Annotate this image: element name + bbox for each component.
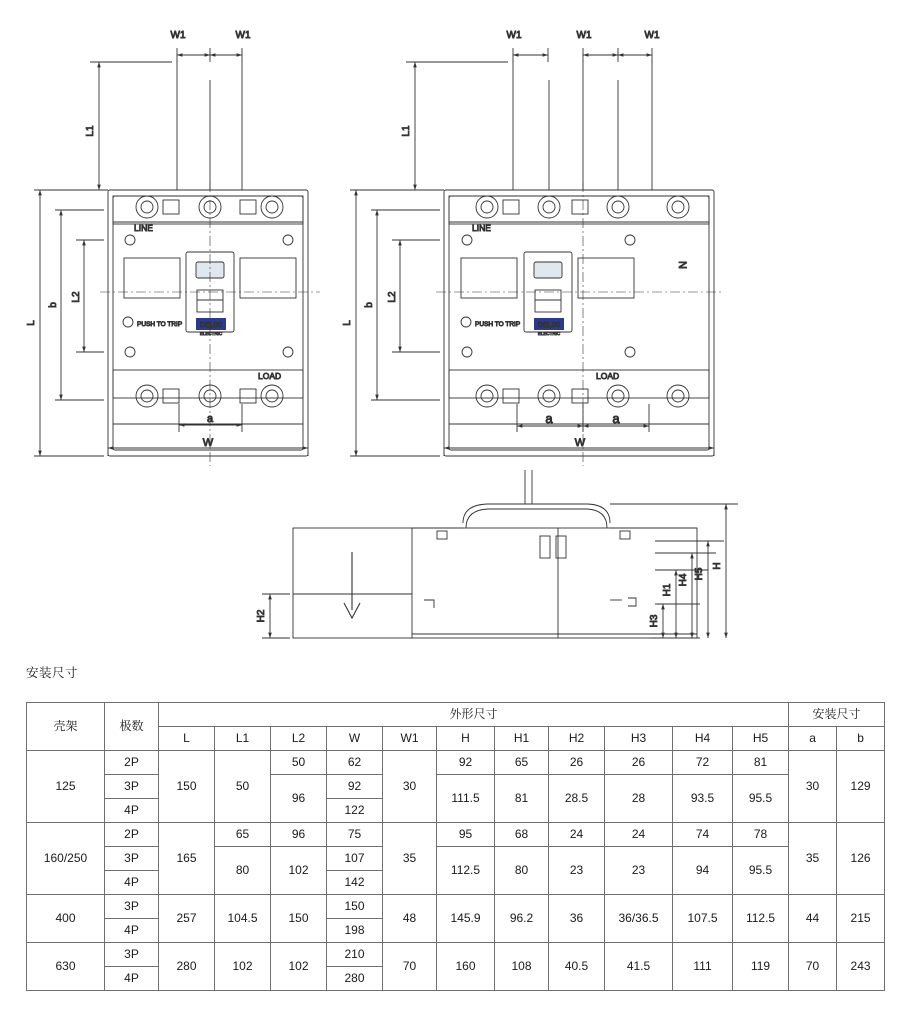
- header-col-W1: W1: [383, 727, 437, 751]
- cell-frame: 125: [27, 751, 105, 823]
- table-row: [27, 751, 885, 775]
- cell-H5: 95.5: [733, 775, 789, 823]
- cell-poles: 3P: [105, 775, 159, 799]
- svg-text:N: N: [676, 261, 688, 269]
- cell-W: 142: [327, 871, 383, 895]
- svg-text:W1: W1: [644, 30, 660, 41]
- cell-H3: 28: [605, 775, 673, 823]
- cell-H2: 40.5: [549, 943, 605, 991]
- header-col-b: b: [837, 727, 885, 751]
- cell-H5: 81: [733, 751, 789, 775]
- three-pole-front-view: [26, 30, 320, 466]
- cell-poles: 4P: [105, 919, 159, 943]
- header-poles: 极数: [105, 703, 159, 751]
- cell-H: 92: [437, 751, 495, 775]
- svg-text:W1: W1: [576, 30, 592, 41]
- cell-H1: 65: [495, 751, 549, 775]
- svg-text:W1: W1: [170, 30, 186, 41]
- header-col-a: a: [789, 727, 837, 751]
- cell-L2: 96: [271, 775, 327, 823]
- table-row: [27, 847, 885, 871]
- cell-H3: 26: [605, 751, 673, 775]
- cell-L: 280: [159, 943, 215, 991]
- svg-text:L1: L1: [85, 125, 96, 137]
- svg-text:L: L: [26, 320, 37, 326]
- table-row: [27, 775, 885, 799]
- cell-b: 129: [837, 751, 885, 823]
- header-frame: 壳架: [27, 703, 105, 751]
- header-col-W: W: [327, 727, 383, 751]
- cell-H: 112.5: [437, 847, 495, 895]
- svg-text:DELIXI: DELIXI: [199, 322, 223, 329]
- header-col-L2: L2: [271, 727, 327, 751]
- cell-H1: 68: [495, 823, 549, 847]
- header-col-H5: H5: [733, 727, 789, 751]
- svg-text:DELIXI: DELIXI: [537, 322, 561, 329]
- cell-H2: 36: [549, 895, 605, 943]
- cell-H5: 112.5: [733, 895, 789, 943]
- cell-a: 35: [789, 823, 837, 895]
- cell-W: 198: [327, 919, 383, 943]
- section-title: 安装尺寸: [26, 666, 79, 680]
- cell-H5: 95.5: [733, 847, 789, 895]
- cell-L1: 80: [215, 847, 271, 895]
- cell-H4: 111: [673, 943, 733, 991]
- cell-H3: 23: [605, 847, 673, 895]
- svg-text:L2: L2: [71, 291, 82, 303]
- svg-text:L: L: [342, 320, 353, 326]
- cell-L: 150: [159, 751, 215, 823]
- cell-H5: 78: [733, 823, 789, 847]
- svg-text:b: b: [48, 302, 59, 308]
- header-outline-group: 外形尺寸: [159, 703, 789, 727]
- cell-poles: 2P: [105, 751, 159, 775]
- cell-poles: 4P: [105, 799, 159, 823]
- side-view: [256, 470, 738, 638]
- cell-W: 75: [327, 823, 383, 847]
- cell-L: 165: [159, 823, 215, 895]
- svg-text:W: W: [574, 437, 586, 449]
- cell-H4: 94: [673, 847, 733, 895]
- svg-text:ELECTRIC: ELECTRIC: [199, 331, 223, 336]
- cell-L2: 102: [271, 847, 327, 895]
- header-col-H3: H3: [605, 727, 673, 751]
- cell-a: 44: [789, 895, 837, 943]
- cell-H3: 36/36.5: [605, 895, 673, 943]
- svg-text:W1: W1: [506, 30, 522, 41]
- header-col-H: H: [437, 727, 495, 751]
- svg-text:H2: H2: [256, 609, 267, 623]
- cell-W1: 30: [383, 751, 437, 823]
- cell-H5: 119: [733, 943, 789, 991]
- cell-frame: 160/250: [27, 823, 105, 895]
- svg-text:L2: L2: [387, 291, 398, 303]
- cell-L2: 50: [271, 751, 327, 775]
- cell-poles: 3P: [105, 895, 159, 919]
- table-body: [27, 751, 885, 991]
- cell-H1: 80: [495, 847, 549, 895]
- svg-text:ELECTRIC: ELECTRIC: [537, 331, 561, 336]
- header-col-L1: L1: [215, 727, 271, 751]
- dimensions-table: [26, 702, 885, 991]
- cell-poles: 4P: [105, 967, 159, 991]
- cell-H: 111.5: [437, 775, 495, 823]
- svg-text:H: H: [712, 562, 723, 570]
- table-header-row-1: [27, 703, 885, 727]
- cell-a: 30: [789, 751, 837, 823]
- svg-text:W1: W1: [235, 30, 251, 41]
- cell-b: 126: [837, 823, 885, 895]
- cell-b: 243: [837, 943, 885, 991]
- cell-H2: 23: [549, 847, 605, 895]
- cell-L2: 96: [271, 823, 327, 847]
- cell-H4: 74: [673, 823, 733, 847]
- svg-text:H5: H5: [694, 567, 705, 581]
- svg-text:a: a: [545, 411, 553, 426]
- cell-H4: 72: [673, 751, 733, 775]
- cell-poles: 3P: [105, 847, 159, 871]
- header-col-L: L: [159, 727, 215, 751]
- cell-b: 215: [837, 895, 885, 943]
- cell-H4: 93.5: [673, 775, 733, 823]
- svg-text:L1: L1: [401, 125, 412, 137]
- cell-L1: 102: [215, 943, 271, 991]
- cell-W: 150: [327, 895, 383, 919]
- cell-W: 280: [327, 967, 383, 991]
- svg-text:PUSH TO TRIP: PUSH TO TRIP: [475, 321, 521, 328]
- cell-L1: 50: [215, 751, 271, 823]
- svg-text:H1: H1: [662, 583, 673, 597]
- cell-L2: 102: [271, 943, 327, 991]
- cell-W: 210: [327, 943, 383, 967]
- svg-text:LINE: LINE: [134, 223, 153, 233]
- header-mount-group: 安装尺寸: [789, 703, 885, 727]
- cell-a: 70: [789, 943, 837, 991]
- header-col-H2: H2: [549, 727, 605, 751]
- cell-W1: 70: [383, 943, 437, 991]
- svg-text:H4: H4: [678, 573, 689, 587]
- svg-text:W: W: [202, 437, 214, 449]
- cell-H2: 24: [549, 823, 605, 847]
- cell-H: 145.9: [437, 895, 495, 943]
- table-row: [27, 823, 885, 847]
- svg-text:b: b: [364, 302, 375, 308]
- cell-H: 95: [437, 823, 495, 847]
- cell-H1: 96.2: [495, 895, 549, 943]
- cell-W1: 48: [383, 895, 437, 943]
- cell-L1: 104.5: [215, 895, 271, 943]
- cell-H1: 108: [495, 943, 549, 991]
- cell-W: 107: [327, 847, 383, 871]
- cell-W: 62: [327, 751, 383, 775]
- cell-L1: 65: [215, 823, 271, 847]
- cell-H1: 81: [495, 775, 549, 823]
- header-col-H1: H1: [495, 727, 549, 751]
- cell-poles: 3P: [105, 943, 159, 967]
- svg-text:PUSH TO TRIP: PUSH TO TRIP: [137, 321, 183, 328]
- svg-text:LINE: LINE: [472, 223, 491, 233]
- table-head: [27, 703, 885, 751]
- svg-text:a: a: [206, 413, 214, 425]
- cell-H3: 41.5: [605, 943, 673, 991]
- cell-L: 257: [159, 895, 215, 943]
- cell-W: 92: [327, 775, 383, 799]
- svg-text:a: a: [612, 411, 620, 426]
- cell-H2: 28.5: [549, 775, 605, 823]
- cell-H: 160: [437, 943, 495, 991]
- cell-L2: 150: [271, 895, 327, 943]
- cell-poles: 2P: [105, 823, 159, 847]
- header-col-H4: H4: [673, 727, 733, 751]
- cell-H3: 24: [605, 823, 673, 847]
- cell-W: 122: [327, 799, 383, 823]
- svg-text:LOAD: LOAD: [596, 371, 620, 381]
- cell-frame: 630: [27, 943, 105, 991]
- cell-H2: 26: [549, 751, 605, 775]
- table-row: [27, 895, 885, 919]
- four-pole-front-view: [342, 30, 724, 466]
- cell-frame: 400: [27, 895, 105, 943]
- cell-H4: 107.5: [673, 895, 733, 943]
- cell-W1: 35: [383, 823, 437, 895]
- svg-text:H3: H3: [649, 614, 660, 628]
- cell-poles: 4P: [105, 871, 159, 895]
- table-row: [27, 943, 885, 967]
- svg-text:LOAD: LOAD: [258, 371, 282, 381]
